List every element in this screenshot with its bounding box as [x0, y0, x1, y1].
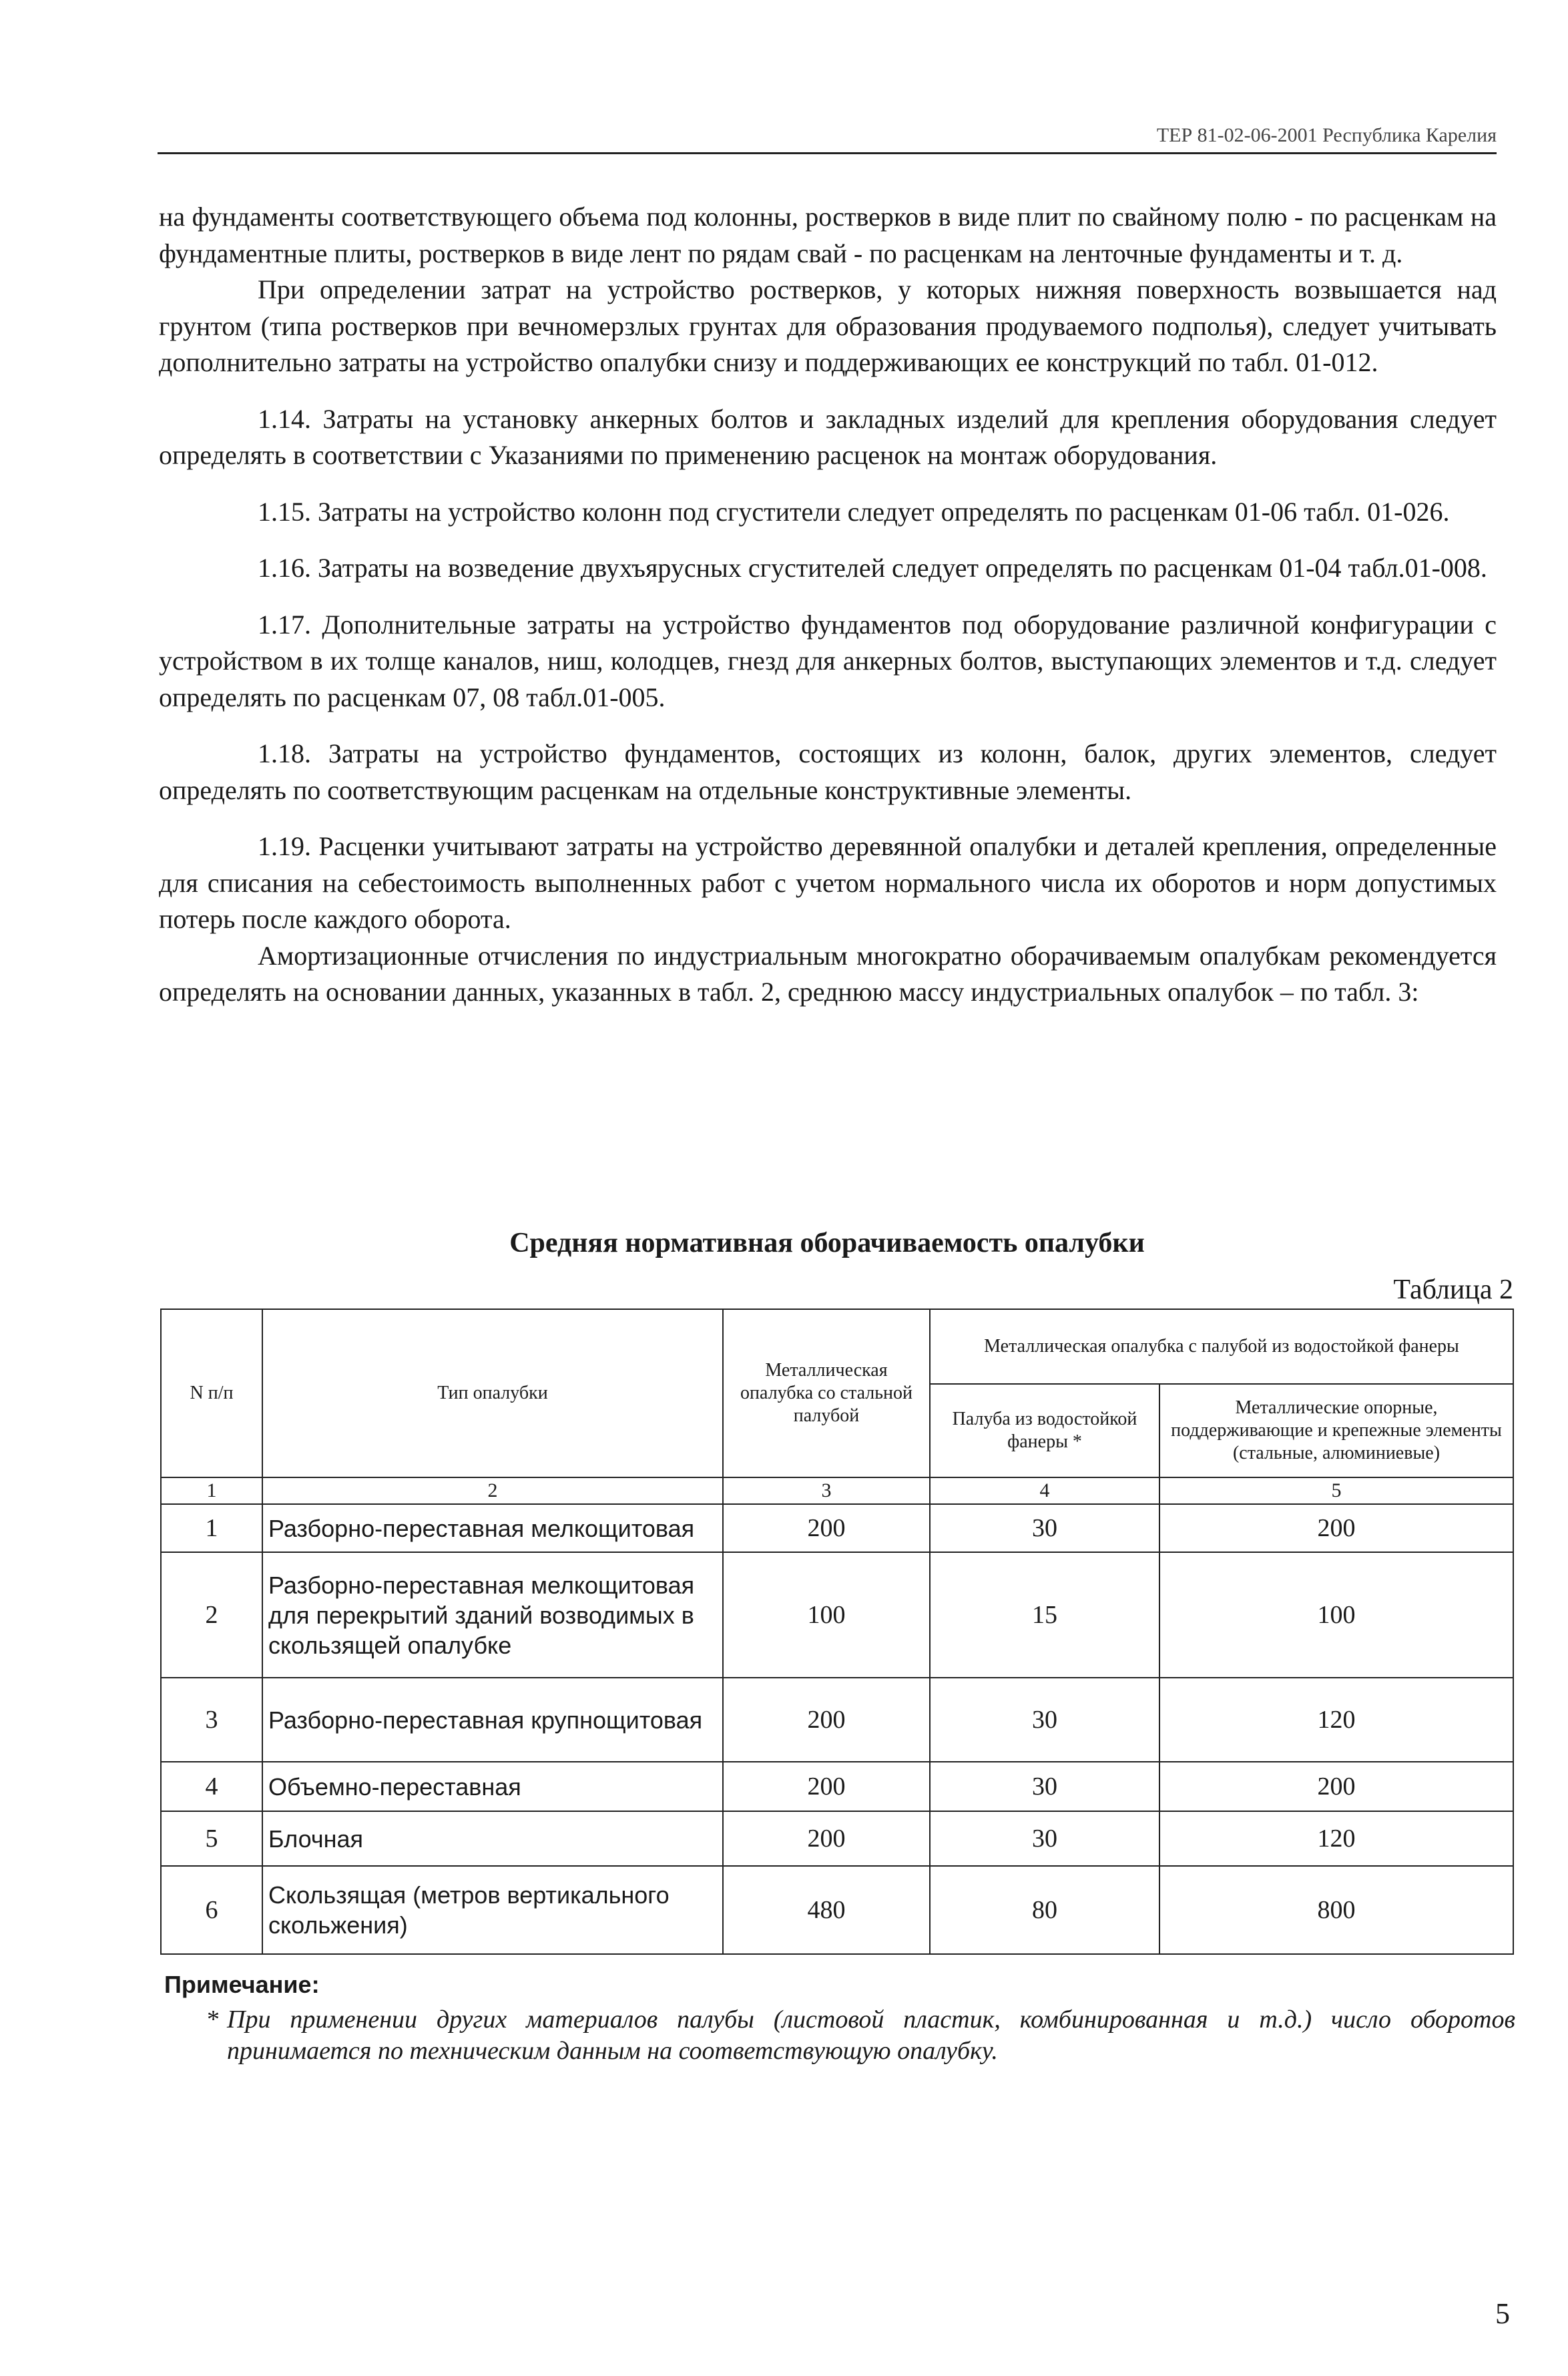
value-steel: 100 [723, 1552, 930, 1678]
header-num: N п/п [161, 1309, 262, 1477]
paragraph-1-16: 1.16. Затраты на возведение двухъярусных сгустителей следует определять по расценкам 01-04 табл.01-008. [258, 553, 1487, 583]
table-row [161, 1504, 1513, 1552]
header-type: Тип опалубки [262, 1309, 723, 1477]
value-elements: 200 [1159, 1762, 1513, 1811]
value-plywood: 30 [930, 1504, 1159, 1552]
value-plywood: 30 [930, 1762, 1159, 1811]
column-number: 2 [262, 1477, 723, 1504]
paragraph-1-17: 1.17. Дополнительные затраты на устройство фундаментов под оборудование различной конфигурации с устройством в их толще каналов, ниш, колодцев, гнезд для анкерных болтов, выступающих элементов и т.д. следует определять по расценкам 07, 08 табл.01-005. [159, 609, 1497, 712]
table-row [161, 1678, 1513, 1762]
table-row [161, 1866, 1513, 1954]
value-elements: 800 [1159, 1866, 1513, 1954]
value-steel: 200 [723, 1762, 930, 1811]
paragraph-1-15: 1.15. Затраты на устройство колонн под сгустители следует определять по расценкам 01-06 табл. 01-026. [258, 496, 1450, 527]
header-plywood-group: Металлическая опалубка с палубой из водостойкой фанеры [930, 1309, 1513, 1384]
column-number: 3 [723, 1477, 930, 1504]
value-elements: 200 [1159, 1504, 1513, 1552]
row-number: 4 [161, 1762, 262, 1811]
paragraph-1-14: 1.14. Затраты на установку анкерных болтов и закладных изделий для крепления оборудования следует определять в соответствии с Указаниями по применению расценок на монтаж оборудования. [159, 403, 1497, 470]
table-row [161, 1552, 1513, 1678]
header-metal-elements: Металлические опорные, поддерживающие и крепежные элементы (стальные, алюминиевые) [1159, 1384, 1513, 1477]
formwork-turnover-table [160, 1309, 1514, 1955]
table-row [161, 1811, 1513, 1866]
column-number: 5 [1159, 1477, 1513, 1504]
note-label: Примечание: [164, 1971, 320, 1998]
header-metal-steel: Металлическая опалубка со стальной палубой [723, 1309, 930, 1477]
paragraph: на фундаменты соответствующего объема под колонны, ростверков в виде плит по свайному полю - по расценкам на фундаментные плиты, ростверков в виде лент по рядам свай - по расценкам на ленточные фундаменты и т. д. [159, 202, 1497, 268]
value-elements: 100 [1159, 1552, 1513, 1678]
table-label: Таблица 2 [1393, 1274, 1513, 1305]
footnote-text: При применении других материалов палубы (листовой пластик, комбинированная и т.д.) число оборотов принимается по техническим данным на соответствующую опалубку. [227, 2005, 1515, 2065]
row-number: 3 [161, 1678, 262, 1762]
formwork-type: Разборно-переставная мелкощитовая для перекрытий зданий возводимых в скользящей опалубке [262, 1552, 723, 1678]
formwork-type: Разборно-переставная мелкощитовая [262, 1504, 723, 1552]
formwork-type: Объемно-переставная [262, 1762, 723, 1811]
formwork-type: Блочная [262, 1811, 723, 1866]
paragraph: При определении затрат на устройство ростверков, у которых нижняя поверхность возвышается над грунтом (типа ростверков при вечномерзлых грунтах для образования продуваемого подполья), следует учитывать дополнительно затраты на устройство опалубки снизу и поддерживающих ее конструкций по табл. 01-012. [159, 274, 1497, 377]
value-plywood: 80 [930, 1866, 1159, 1954]
page-number: 5 [1495, 2297, 1510, 2330]
value-plywood: 30 [930, 1811, 1159, 1866]
value-steel: 200 [723, 1678, 930, 1762]
footnote [207, 2004, 1515, 2067]
row-number: 1 [161, 1504, 262, 1552]
paragraph-1-18: 1.18. Затраты на устройство фундаментов, состоящих из колонн, балок, других элементов, следует определять по соответствующим расценкам на отдельные конструктивные элементы. [159, 738, 1497, 805]
row-number: 6 [161, 1866, 262, 1954]
value-steel: 200 [723, 1811, 930, 1866]
value-steel: 200 [723, 1504, 930, 1552]
column-number: 1 [161, 1477, 262, 1504]
table-title: Средняя нормативная оборачиваемость опалубки [509, 1228, 1145, 1258]
paragraph: Амортизационные отчисления по индустриальным многократно оборачиваемым опалубкам рекомендуется определять на основании данных, указанных в табл. 2, среднюю массу индустриальных опалубок – по табл. 3: [159, 940, 1497, 1007]
value-elements: 120 [1159, 1811, 1513, 1866]
column-number: 4 [930, 1477, 1159, 1504]
body-text [159, 199, 1497, 1011]
header-plywood-deck: Палуба из водостойкой фанеры * [930, 1384, 1159, 1477]
value-plywood: 15 [930, 1552, 1159, 1678]
footnote-asterisk: * [207, 2005, 220, 2034]
paragraph-1-19: 1.19. Расценки учитывают затраты на устройство деревянной опалубки и деталей крепления, определенные для списания на себестоимость выполненных работ с учетом нормального числа их оборотов и норм допустимых потерь после каждого оборота. [159, 831, 1497, 934]
formwork-type: Скользящая (метров вертикального скольжения) [262, 1866, 723, 1954]
row-number: 5 [161, 1811, 262, 1866]
value-steel: 480 [723, 1866, 930, 1954]
value-plywood: 30 [930, 1678, 1159, 1762]
value-elements: 120 [1159, 1678, 1513, 1762]
table-row [161, 1762, 1513, 1811]
column-numbers-row [161, 1477, 1513, 1504]
running-header: ТЕР 81-02-06-2001 Республика Карелия [158, 124, 1497, 154]
row-number: 2 [161, 1552, 262, 1678]
formwork-type: Разборно-переставная крупнощитовая [262, 1678, 723, 1762]
